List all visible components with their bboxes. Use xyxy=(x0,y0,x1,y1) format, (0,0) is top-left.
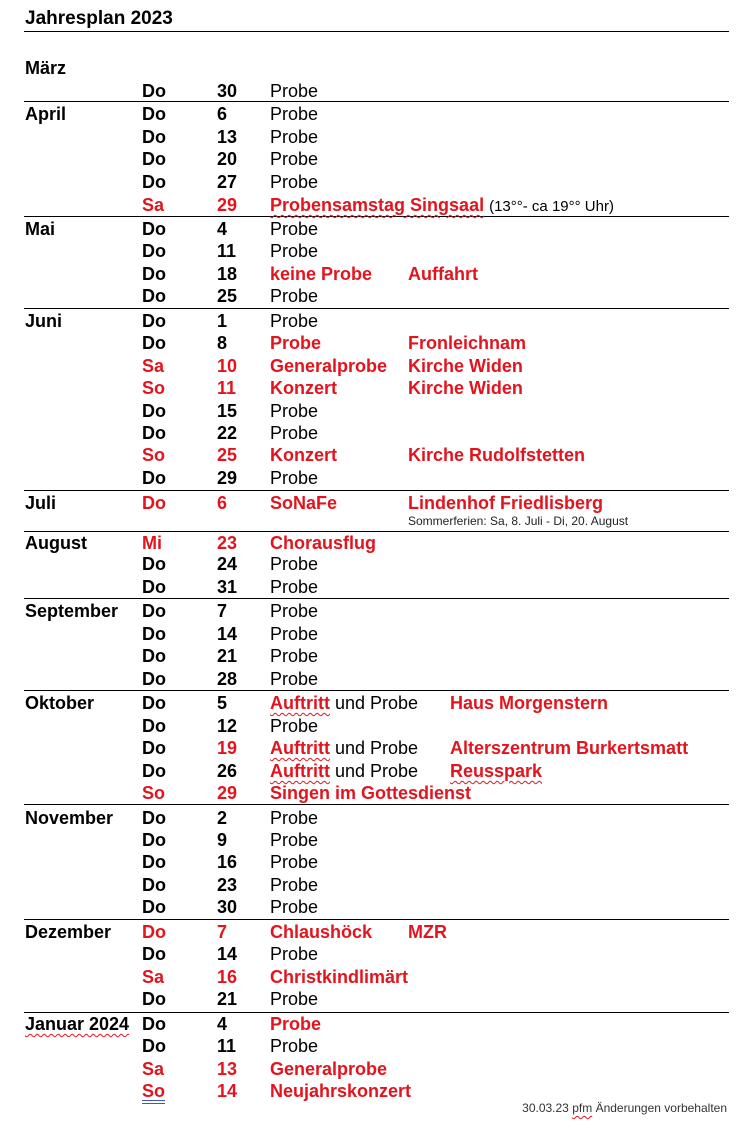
weekday: Do xyxy=(142,875,166,895)
event xyxy=(270,966,408,988)
footer-text: Änderungen vorbehalten xyxy=(595,1101,727,1115)
schedule-row xyxy=(0,444,749,466)
event xyxy=(270,645,318,667)
event-suffix: und Probe xyxy=(329,738,419,758)
event xyxy=(270,1035,318,1057)
date: 14 xyxy=(217,944,238,964)
schedule-row xyxy=(0,1080,749,1102)
schedule-row xyxy=(0,576,749,598)
event xyxy=(270,829,318,851)
schedule-row xyxy=(0,240,749,262)
event-name: Auftritt xyxy=(270,738,330,758)
schedule-row xyxy=(0,400,749,422)
event-name: Probe xyxy=(270,830,319,850)
weekday: Do xyxy=(142,830,166,850)
event xyxy=(270,600,318,622)
event xyxy=(270,737,418,759)
schedule-row xyxy=(0,148,749,170)
weekday: Sa xyxy=(142,356,165,376)
weekday: Sa xyxy=(142,1059,165,1079)
event xyxy=(270,126,318,148)
event xyxy=(270,692,418,714)
weekday: Do xyxy=(142,693,166,713)
event xyxy=(270,377,337,399)
event xyxy=(270,576,318,598)
event-name: Chlaushöck xyxy=(270,922,373,942)
event-name: Generalprobe xyxy=(270,1059,388,1079)
date: 6 xyxy=(217,493,228,513)
event xyxy=(270,623,318,645)
event-name: Probe xyxy=(270,669,319,689)
weekday: Do xyxy=(142,989,166,1009)
weekday: Sa xyxy=(142,195,165,215)
month-label: November xyxy=(25,808,114,828)
title-divider xyxy=(24,31,729,32)
event-location: Auffahrt xyxy=(408,264,478,284)
weekday: Do xyxy=(142,761,166,781)
event-name: Probe xyxy=(270,311,319,331)
event-name: Christkindlimärt xyxy=(270,967,409,987)
schedule-row xyxy=(0,1058,749,1080)
event-name: Probe xyxy=(270,423,319,443)
date: 26 xyxy=(217,761,238,781)
date: 14 xyxy=(217,624,238,644)
event-name: Probe xyxy=(270,286,319,306)
weekday: Do xyxy=(142,333,166,353)
schedule-row xyxy=(0,126,749,148)
schedule-row xyxy=(0,310,749,332)
weekday: Do xyxy=(142,493,166,513)
weekday: Do xyxy=(142,311,166,331)
event-name: Probe xyxy=(270,333,322,353)
event-name: Neujahrskonzert xyxy=(270,1081,412,1101)
month-label: September xyxy=(25,601,119,621)
event-name: Singen im Gottesdienst xyxy=(270,783,472,803)
schedule-row xyxy=(0,988,749,1010)
weekday: Do xyxy=(142,286,166,306)
date: 7 xyxy=(217,922,228,942)
month-label: August xyxy=(25,533,87,553)
date: 29 xyxy=(217,468,238,488)
event-name: Probe xyxy=(270,577,319,597)
schedule-row xyxy=(0,553,749,575)
event-name: Konzert xyxy=(270,445,337,465)
event-name: Probensamstag Singsaal xyxy=(270,195,485,215)
date: 5 xyxy=(217,693,228,713)
event xyxy=(270,80,318,102)
date: 18 xyxy=(217,264,238,284)
event xyxy=(270,218,318,240)
event xyxy=(270,194,614,218)
weekday: Do xyxy=(142,554,166,574)
month-label: März xyxy=(25,58,67,78)
date: 16 xyxy=(217,967,238,987)
event-name: Generalprobe xyxy=(270,356,388,376)
event xyxy=(270,851,318,873)
event-time: (13°°- ca 19°° Uhr) xyxy=(489,198,614,215)
date: 10 xyxy=(217,356,238,376)
event xyxy=(270,310,318,332)
event-name: Probe xyxy=(270,601,319,621)
event-name: Probe xyxy=(270,554,319,574)
weekday: Do xyxy=(142,897,166,917)
date: 4 xyxy=(217,219,228,239)
weekday: Do xyxy=(142,646,166,666)
event-name: Probe xyxy=(270,127,319,147)
event-name: Probe xyxy=(270,104,319,124)
month-label: Januar 2024 xyxy=(25,1014,130,1034)
event-location: Kirche Widen xyxy=(408,356,523,376)
weekday: Do xyxy=(142,219,166,239)
event-name: Probe xyxy=(270,172,319,192)
month-divider xyxy=(24,690,729,691)
weekday: Do xyxy=(142,1036,166,1056)
weekday: Do xyxy=(142,738,166,758)
event-name: Probe xyxy=(270,646,319,666)
event xyxy=(270,782,471,804)
month-label: Dezember xyxy=(25,922,112,942)
event xyxy=(270,492,337,514)
event-name: Probe xyxy=(270,875,319,895)
event xyxy=(270,355,387,377)
weekday: Do xyxy=(142,808,166,828)
date: 24 xyxy=(217,554,238,574)
schedule-row xyxy=(0,874,749,896)
date: 4 xyxy=(217,1014,228,1034)
schedule-row xyxy=(0,668,749,690)
date: 23 xyxy=(217,875,238,895)
date: 6 xyxy=(217,104,228,124)
event xyxy=(270,988,318,1010)
schedule-row xyxy=(0,943,749,965)
weekday: Do xyxy=(142,172,166,192)
weekday: Do xyxy=(142,716,166,736)
schedule-row xyxy=(0,285,749,307)
weekday: So xyxy=(142,378,166,398)
event-name: Probe xyxy=(270,989,319,1009)
weekday: Sa xyxy=(142,967,165,987)
schedule-row xyxy=(0,851,749,873)
schedule-row xyxy=(0,377,749,399)
event xyxy=(270,553,318,575)
event xyxy=(270,467,318,489)
date: 19 xyxy=(217,738,238,758)
schedule-row xyxy=(0,921,749,943)
event xyxy=(270,1013,321,1035)
date: 7 xyxy=(217,601,228,621)
weekday: So xyxy=(142,1081,166,1101)
month-label: April xyxy=(25,104,67,124)
date: 31 xyxy=(217,577,238,597)
weekday: Do xyxy=(142,922,166,942)
event-name: Auftritt xyxy=(270,761,330,781)
date: 11 xyxy=(217,241,237,261)
event-name: Konzert xyxy=(270,378,337,398)
event xyxy=(270,422,318,444)
date: 21 xyxy=(217,646,238,666)
event xyxy=(270,668,318,690)
weekday: Do xyxy=(142,468,166,488)
event-name: Probe xyxy=(270,468,319,488)
event-location: Reusspark xyxy=(450,761,543,781)
weekday: Do xyxy=(142,577,166,597)
event-name: SoNaFe xyxy=(270,493,338,513)
event xyxy=(270,1080,411,1102)
event-name: Probe xyxy=(270,716,319,736)
weekday: Do xyxy=(142,669,166,689)
date: 23 xyxy=(217,533,238,553)
event-name: keine Probe xyxy=(270,264,373,284)
event-name: Probe xyxy=(270,1036,319,1056)
event-suffix: und Probe xyxy=(329,761,419,781)
event-location: Kirche Widen xyxy=(408,378,523,398)
weekday: Do xyxy=(142,81,166,101)
event xyxy=(270,874,318,896)
date: 15 xyxy=(217,401,238,421)
date: 16 xyxy=(217,852,238,872)
date: 30 xyxy=(217,81,238,101)
schedule-row xyxy=(0,171,749,193)
event xyxy=(270,332,321,354)
weekday: Do xyxy=(142,401,166,421)
schedule-row xyxy=(0,332,749,354)
date: 30 xyxy=(217,897,238,917)
weekday: Do xyxy=(142,624,166,644)
date: 27 xyxy=(217,172,238,192)
weekday: So xyxy=(142,783,166,803)
event-name: Probe xyxy=(270,401,319,421)
schedule-row xyxy=(0,1035,749,1057)
schedule-row xyxy=(0,623,749,645)
schedule-row xyxy=(0,218,749,240)
schedule-row xyxy=(0,80,749,102)
event-name: Probe xyxy=(270,1014,322,1034)
schedule-row xyxy=(0,1013,749,1035)
weekday: Do xyxy=(142,127,166,147)
schedule-row xyxy=(0,692,749,714)
weekday: Do xyxy=(142,852,166,872)
event-location: Alterszentrum Burkertsmatt xyxy=(450,738,689,758)
event xyxy=(270,760,418,782)
schedule-row xyxy=(0,194,749,216)
date: 12 xyxy=(217,716,238,736)
schedule-row xyxy=(0,600,749,622)
footer-author: pfm xyxy=(572,1101,593,1115)
month-label: Juli xyxy=(25,493,57,513)
schedule-row xyxy=(0,467,749,489)
event-name: Chorausflug xyxy=(270,533,376,553)
footer xyxy=(522,1101,727,1115)
schedule-row xyxy=(0,760,749,782)
month-block xyxy=(0,57,749,79)
footer-date: 30.03.23 xyxy=(522,1101,569,1115)
event xyxy=(270,896,318,918)
schedule-row xyxy=(0,807,749,829)
month-label: Juni xyxy=(25,311,63,331)
date: 29 xyxy=(217,195,238,215)
event-name: Probe xyxy=(270,624,319,644)
schedule-row xyxy=(0,829,749,851)
schedule-row xyxy=(0,103,749,125)
date: 28 xyxy=(217,669,238,689)
event-location: MZR xyxy=(408,922,447,942)
weekday: Do xyxy=(142,104,166,124)
schedule-row xyxy=(0,532,749,554)
event-location: Lindenhof Friedlisberg xyxy=(408,493,604,513)
month-label: Oktober xyxy=(25,693,95,713)
date: 13 xyxy=(217,1059,238,1079)
event xyxy=(270,285,318,307)
event-name: Auftritt xyxy=(270,693,330,713)
date: 11 xyxy=(217,378,237,398)
month-divider xyxy=(24,804,729,805)
event xyxy=(270,943,318,965)
schedule-row xyxy=(0,263,749,285)
weekday: Do xyxy=(142,944,166,964)
month-label: Mai xyxy=(25,219,56,239)
date: 21 xyxy=(217,989,238,1009)
event xyxy=(270,263,372,285)
event xyxy=(270,807,318,829)
date: 8 xyxy=(217,333,228,353)
date: 13 xyxy=(217,127,238,147)
date: 22 xyxy=(217,423,238,443)
event-name: Probe xyxy=(270,897,319,917)
page-title: Jahresplan 2023 xyxy=(25,8,173,29)
event xyxy=(270,1058,387,1080)
date: 1 xyxy=(217,311,228,331)
date: 25 xyxy=(217,445,238,465)
schedule-row xyxy=(0,645,749,667)
event-location: Haus Morgenstern xyxy=(450,693,609,713)
schedule-row xyxy=(0,782,749,804)
event-location: Fronleichnam xyxy=(408,333,527,353)
schedule-row xyxy=(0,492,749,514)
weekday: Do xyxy=(142,264,166,284)
event-name: Probe xyxy=(270,241,319,261)
date: 20 xyxy=(217,149,238,169)
date: 14 xyxy=(217,1081,238,1101)
event-name: Probe xyxy=(270,81,319,101)
weekday: So xyxy=(142,445,166,465)
event-name: Probe xyxy=(270,944,319,964)
schedule-row xyxy=(0,422,749,444)
event xyxy=(270,240,318,262)
event-name: Probe xyxy=(270,219,319,239)
date: 25 xyxy=(217,286,238,306)
weekday: Do xyxy=(142,149,166,169)
weekday: Do xyxy=(142,1014,166,1034)
event xyxy=(270,171,318,193)
schedule-row xyxy=(0,355,749,377)
date: 29 xyxy=(217,783,238,803)
schedule-row xyxy=(0,896,749,918)
schedule-row xyxy=(0,737,749,759)
date: 2 xyxy=(217,808,228,828)
event xyxy=(270,400,318,422)
event xyxy=(270,532,376,554)
event xyxy=(270,444,337,466)
schedule-row xyxy=(0,966,749,988)
event-name: Probe xyxy=(270,808,319,828)
month-divider xyxy=(24,598,729,599)
event xyxy=(270,715,318,737)
weekday: Do xyxy=(142,423,166,443)
event-location: Kirche Rudolfstetten xyxy=(408,445,586,465)
weekday: Do xyxy=(142,601,166,621)
weekday: Mi xyxy=(142,533,162,553)
month-divider xyxy=(24,490,729,491)
event xyxy=(270,148,318,170)
date: 9 xyxy=(217,830,228,850)
schedule-row xyxy=(0,715,749,737)
holiday-note: Sommerferien: Sa, 8. Juli - Di, 20. August xyxy=(408,514,629,528)
month-divider xyxy=(24,919,729,920)
event-name: Probe xyxy=(270,852,319,872)
event xyxy=(270,103,318,125)
event-suffix: und Probe xyxy=(329,693,419,713)
month-divider xyxy=(24,308,729,309)
event-name: Probe xyxy=(270,149,319,169)
date: 11 xyxy=(217,1036,237,1056)
weekday: Do xyxy=(142,241,166,261)
event xyxy=(270,921,372,943)
